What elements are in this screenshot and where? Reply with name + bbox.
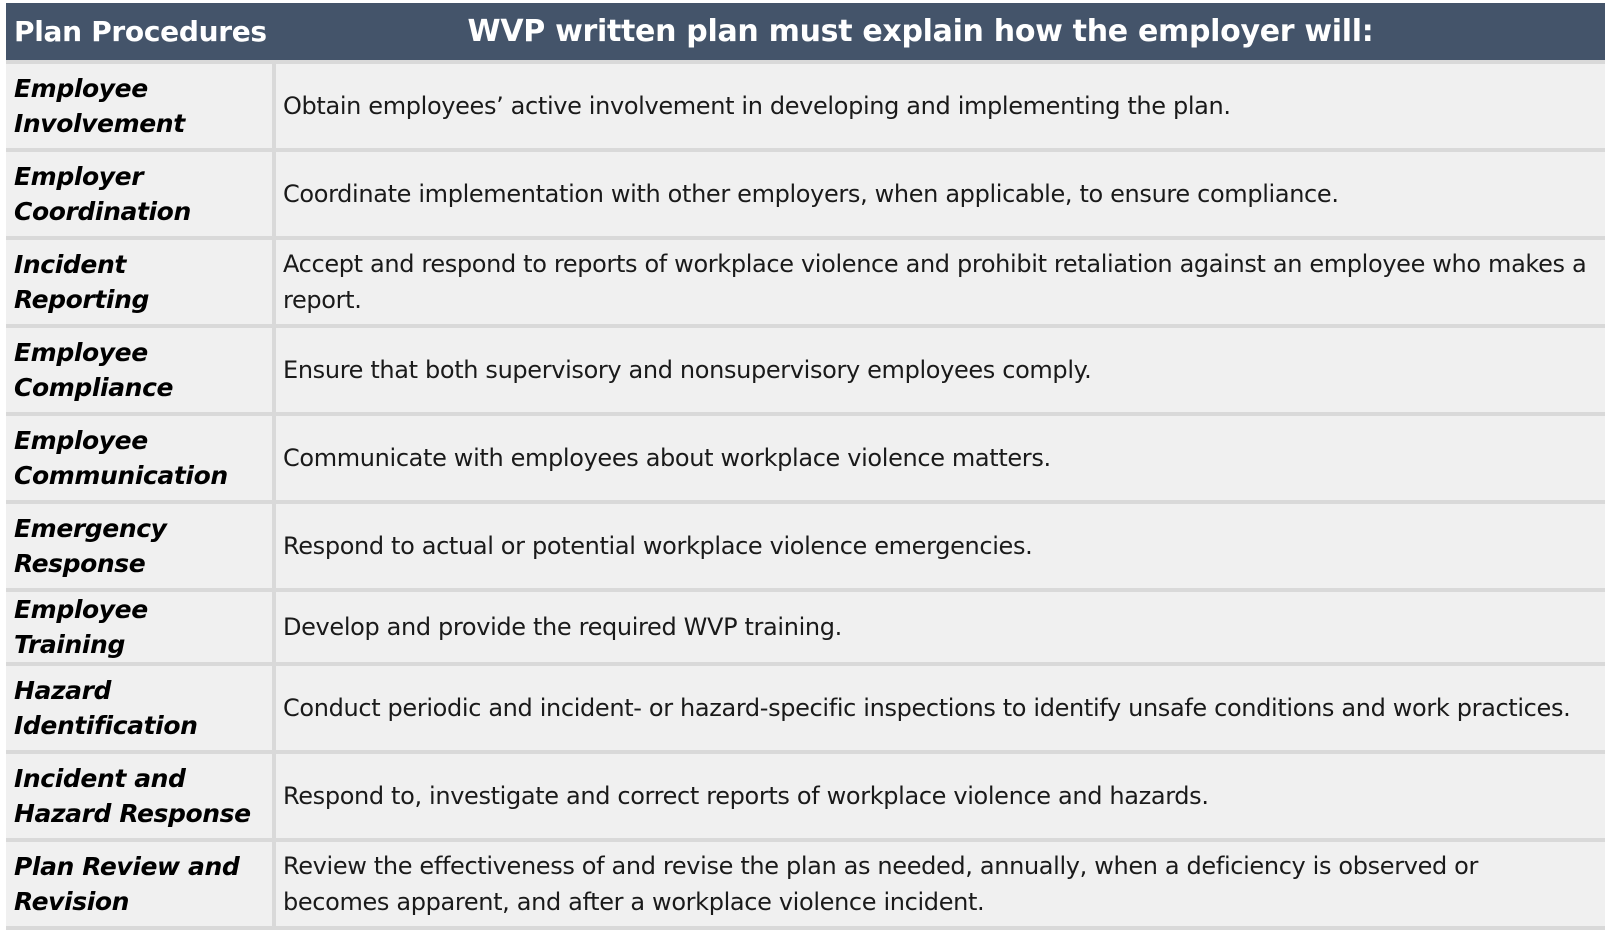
table-row	[6, 236, 1605, 324]
table-body	[6, 60, 1605, 930]
description-cell: Communicate with employees about workplace violence matters.	[276, 412, 1605, 500]
description-cell: Respond to actual or potential workplace violence emergencies.	[276, 500, 1605, 588]
procedure-cell: Employee Involvement	[6, 60, 276, 148]
procedure-cell: Plan Review and Revision	[6, 838, 276, 930]
table-row	[6, 662, 1605, 750]
header-plan-procedures: Plan Procedures	[6, 3, 276, 60]
plan-procedures-table	[6, 3, 1605, 930]
description-cell: Respond to, investigate and correct reports of workplace violence and hazards.	[276, 750, 1605, 838]
description-cell: Obtain employees’ active involvement in developing and implementing the plan.	[276, 60, 1605, 148]
procedure-cell: Incident and Hazard Response	[6, 750, 276, 838]
header-requirement: WVP written plan must explain how the employer will:	[276, 3, 1605, 60]
table-row	[6, 750, 1605, 838]
procedure-cell: Employer Coordination	[6, 148, 276, 236]
table-row	[6, 412, 1605, 500]
header-row	[6, 3, 1605, 60]
description-cell: Conduct periodic and incident- or hazard-specific inspections to identify unsafe conditions and work practices.	[276, 662, 1605, 750]
procedure-cell: Incident Reporting	[6, 236, 276, 324]
description-cell: Coordinate implementation with other employers, when applicable, to ensure compliance.	[276, 148, 1605, 236]
description-cell: Review the effectiveness of and revise the plan as needed, annually, when a deficiency is observed or becomes apparent, and after a workplace violence incident.	[276, 838, 1605, 930]
table-header	[6, 3, 1605, 60]
plan-procedures-table-container	[6, 3, 1605, 930]
table-row	[6, 148, 1605, 236]
table-row	[6, 324, 1605, 412]
table-row	[6, 838, 1605, 930]
procedure-cell: Hazard Identification	[6, 662, 276, 750]
procedure-cell: Employee Communication	[6, 412, 276, 500]
description-cell: Ensure that both supervisory and nonsupervisory employees comply.	[276, 324, 1605, 412]
table-row	[6, 60, 1605, 148]
description-cell: Accept and respond to reports of workplace violence and prohibit retaliation against an employee who makes a report.	[276, 236, 1605, 324]
description-cell: Develop and provide the required WVP training.	[276, 588, 1605, 662]
table-row	[6, 500, 1605, 588]
procedure-cell: Employee Training	[6, 588, 276, 662]
table-row	[6, 588, 1605, 662]
procedure-cell: Employee Compliance	[6, 324, 276, 412]
procedure-cell: Emergency Response	[6, 500, 276, 588]
